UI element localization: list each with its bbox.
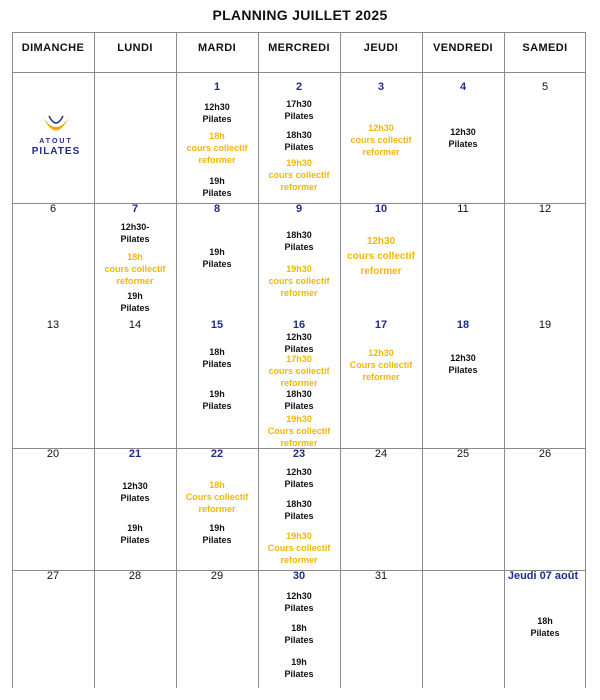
event-line: Pilates — [202, 401, 232, 411]
event-line: Pilates — [202, 188, 232, 198]
event-line: 18h — [291, 623, 307, 633]
day-number: 4 — [459, 81, 467, 93]
event-line: 19h — [209, 523, 225, 533]
day-number: 16 — [292, 319, 306, 331]
event-line: Pilates — [530, 628, 560, 638]
event-line: Pilates — [120, 303, 150, 313]
event-line: 18h30 — [286, 389, 312, 399]
event-line: 18h30 — [286, 130, 312, 140]
event-line: Pilates — [448, 139, 478, 149]
event-line: cours collectif — [268, 366, 330, 376]
grid-line — [12, 32, 586, 33]
event-line: cours collectif — [268, 276, 330, 286]
event-line: 18h — [209, 480, 225, 490]
day-number: 23 — [292, 448, 306, 460]
event-line: Cours collectif — [349, 360, 413, 370]
event-item — [94, 480, 176, 504]
event-item — [176, 175, 258, 199]
event-line: 19h30 — [286, 531, 312, 541]
event-line: Pilates — [284, 242, 314, 252]
page-title: PLANNING JUILLET 2025 — [212, 7, 388, 23]
event-line: reformer — [280, 288, 318, 298]
day-number: 13 — [46, 319, 60, 331]
event-line: 17h30 — [286, 354, 312, 364]
event-line: Pilates — [448, 365, 478, 375]
event-line: 12h30 — [122, 481, 148, 491]
day-number: 15 — [210, 319, 224, 331]
day-number: 18 — [456, 319, 470, 331]
event-line: 18h — [209, 347, 225, 357]
event-line: Cours collectif — [267, 426, 331, 436]
day-number: 20 — [46, 448, 60, 460]
event-line: 12h30 — [286, 467, 312, 477]
event-line: Pilates — [284, 111, 314, 121]
event-line: Pilates — [284, 635, 314, 645]
day-number: 19 — [538, 319, 552, 331]
event-line: Pilates — [202, 535, 232, 545]
event-item — [176, 130, 258, 166]
event-item — [176, 101, 258, 125]
event-line: 19h30 — [286, 264, 312, 274]
event-line: 12h30 — [204, 102, 230, 112]
event-item — [258, 229, 340, 253]
event-line: Pilates — [284, 344, 314, 354]
day-number: 26 — [538, 448, 552, 460]
event-line: 18h — [209, 131, 225, 141]
event-line: 18h30 — [286, 230, 312, 240]
event-item — [258, 263, 340, 299]
event-item — [258, 157, 340, 193]
logo-text-line1: ATOUT — [39, 138, 73, 145]
day-number: 17 — [374, 319, 388, 331]
event-line: reformer — [362, 147, 400, 157]
event-line: 12h30 — [450, 127, 476, 137]
event-item — [258, 388, 340, 412]
day-number: Jeudi 07 août — [507, 570, 579, 582]
event-line: 19h — [209, 247, 225, 257]
event-item — [340, 347, 422, 383]
event-line: 19h — [127, 291, 143, 301]
event-line: reformer — [198, 155, 236, 165]
day-number: 31 — [374, 570, 388, 582]
day-number: 28 — [128, 570, 142, 582]
event-line: 19h — [209, 176, 225, 186]
event-item — [422, 352, 504, 376]
day-number: 11 — [457, 203, 469, 215]
event-item — [94, 522, 176, 546]
event-item — [340, 234, 422, 279]
event-item — [258, 413, 340, 449]
event-line: Pilates — [284, 479, 314, 489]
event-line: Pilates — [284, 669, 314, 679]
event-item — [94, 221, 176, 245]
day-number: 30 — [292, 570, 306, 582]
event-line: Pilates — [202, 114, 232, 124]
header-samedi: SAMEDI — [522, 42, 568, 54]
event-line: Pilates — [202, 359, 232, 369]
event-item — [94, 290, 176, 314]
day-number: 22 — [210, 448, 224, 460]
day-number: 8 — [213, 203, 221, 215]
logo-text-line2: PILATES — [31, 146, 81, 157]
event-line: cours collectif — [104, 264, 166, 274]
event-line: Cours collectif — [267, 543, 331, 553]
event-item — [422, 126, 504, 150]
event-line: 19h — [209, 389, 225, 399]
event-item — [258, 98, 340, 122]
event-line: reformer — [198, 504, 236, 514]
event-line: cours collectif — [350, 135, 412, 145]
event-line: 12h30 — [366, 236, 396, 247]
header-jeudi: JEUDI — [363, 42, 399, 54]
event-line: cours collectif — [347, 251, 415, 262]
day-number: 21 — [128, 448, 142, 460]
event-item — [258, 331, 340, 355]
event-item — [258, 656, 340, 680]
event-line: 19h30 — [286, 414, 312, 424]
event-item — [176, 246, 258, 270]
day-number: 14 — [128, 319, 142, 331]
event-line: 12h30 — [368, 123, 394, 133]
event-line: Pilates — [284, 603, 314, 613]
logo-icon — [39, 114, 73, 138]
event-line: cours collectif — [186, 143, 248, 153]
event-line: 17h30 — [286, 99, 312, 109]
day-number: 7 — [131, 203, 139, 215]
grid-line — [94, 32, 95, 688]
event-line: reformer — [280, 555, 318, 565]
event-line: reformer — [280, 438, 318, 448]
day-number: 5 — [541, 81, 549, 93]
day-number: 27 — [46, 570, 60, 582]
event-item — [258, 590, 340, 614]
event-line: Cours collectif — [185, 492, 249, 502]
day-number: 25 — [456, 448, 470, 460]
event-line: 19h — [291, 657, 307, 667]
day-number: 24 — [374, 448, 388, 460]
day-number: 9 — [295, 203, 303, 215]
event-line: 12h30 — [368, 348, 394, 358]
event-line: Pilates — [120, 535, 150, 545]
event-line: Pilates — [120, 493, 150, 503]
event-item — [94, 251, 176, 287]
day-number: 3 — [377, 81, 385, 93]
event-line: Pilates — [284, 142, 314, 152]
event-line: reformer — [116, 276, 154, 286]
event-item — [176, 346, 258, 370]
day-number: 2 — [295, 81, 303, 93]
day-number: 10 — [374, 203, 388, 215]
header-mardi: MARDI — [197, 42, 237, 54]
header-mercredi: MERCREDI — [268, 42, 330, 54]
event-line: reformer — [280, 378, 318, 388]
event-line: 19h — [127, 523, 143, 533]
day-number: 1 — [213, 81, 221, 93]
event-line: Pilates — [120, 234, 150, 244]
day-number: 12 — [538, 203, 552, 215]
event-line: Pilates — [284, 401, 314, 411]
day-number: 29 — [210, 570, 224, 582]
atout-pilates-logo — [22, 114, 90, 162]
event-line: reformer — [362, 372, 400, 382]
event-line: 12h30- — [120, 222, 150, 232]
event-line: 18h — [537, 616, 553, 626]
grid-line — [504, 32, 505, 688]
event-item — [258, 622, 340, 646]
event-item — [258, 129, 340, 153]
event-line: 12h30 — [286, 332, 312, 342]
grid-line — [12, 72, 586, 73]
event-line: Pilates — [284, 511, 314, 521]
event-line: reformer — [360, 266, 402, 277]
event-item — [504, 615, 586, 639]
event-item — [176, 479, 258, 515]
event-line: reformer — [280, 182, 318, 192]
header-lundi: LUNDI — [117, 42, 153, 54]
grid-line — [12, 32, 13, 688]
event-line: 12h30 — [286, 591, 312, 601]
day-number: 6 — [49, 203, 57, 215]
event-item — [176, 388, 258, 412]
event-item — [258, 530, 340, 566]
header-dimanche: DIMANCHE — [21, 42, 85, 54]
event-line: Pilates — [202, 259, 232, 269]
grid-line — [585, 32, 586, 688]
event-line: 19h30 — [286, 158, 312, 168]
event-line: cours collectif — [268, 170, 330, 180]
event-line: 18h30 — [286, 499, 312, 509]
event-item — [258, 353, 340, 389]
event-item — [258, 466, 340, 490]
event-line: 12h30 — [450, 353, 476, 363]
event-item — [340, 122, 422, 158]
event-item — [258, 498, 340, 522]
header-vendredi: VENDREDI — [432, 42, 494, 54]
event-item — [176, 522, 258, 546]
event-line: 18h — [127, 252, 143, 262]
